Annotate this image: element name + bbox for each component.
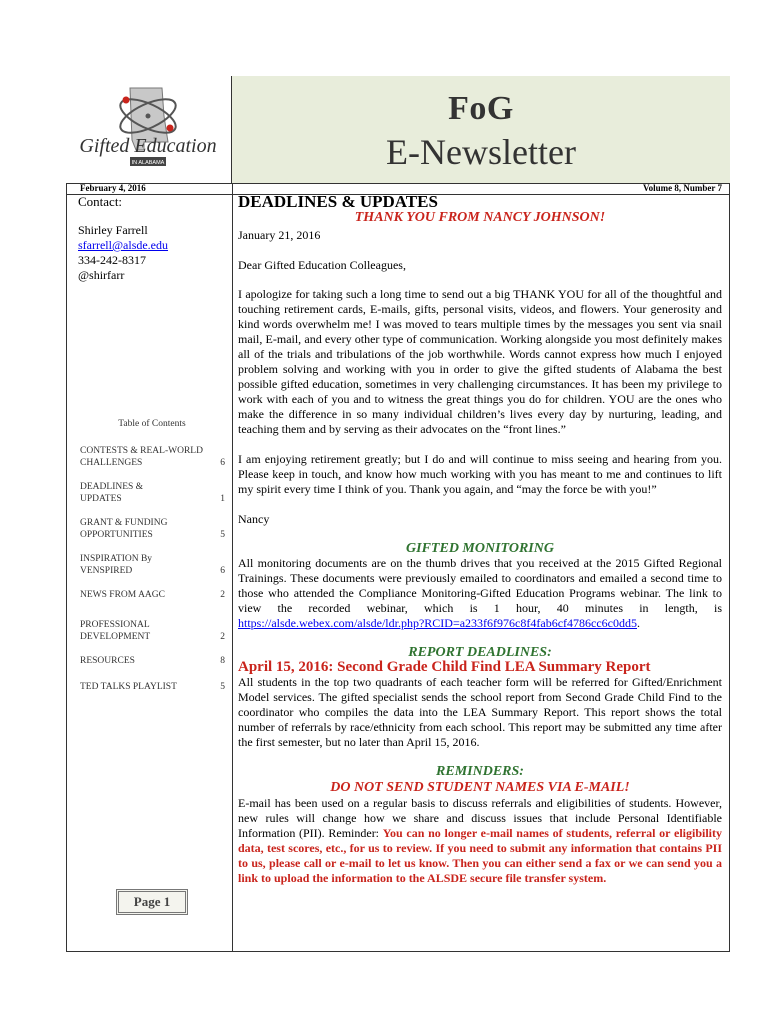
reminders-heading: REMINDERS: <box>436 764 524 779</box>
contact-block <box>78 194 226 283</box>
letter-signoff: Nancy <box>238 512 270 526</box>
contact-phone: 334-242-8317 <box>78 253 146 267</box>
logo-text: Gifted Education <box>79 135 217 157</box>
logo-cell <box>66 76 232 184</box>
column-divider <box>232 184 233 952</box>
contact-name: Shirley Farrell <box>78 223 148 237</box>
main-content <box>238 190 722 886</box>
toc-item[interactable]: DEADLINES & UPDATES 1 <box>80 482 225 504</box>
gifted-monitoring-text: All monitoring documents are on the thumb drives that you received at the 2015 Gifted Regional Trainings. These documents were previously emailed to coordinators and emailed a second time to those who attended the Compliance Monitoring-Gifted Education Programs webinar. The link to view the recorded webinar, which is 1 hour, 40 minutes in length, is https://alsde.webex.com/alsde/ldr.php?RCID=a233f6f976c8f4fab6cf4786cc6c0dd5. <box>238 556 722 630</box>
toc-title: Table of Contents <box>118 419 186 429</box>
toc-item[interactable]: PROFESSIONAL DEVELOPMENT 2 <box>80 620 225 642</box>
thank-you-heading: THANK YOU FROM NANCY JOHNSON! <box>354 210 606 225</box>
issue-date: February 4, 2016 <box>80 183 146 193</box>
toc-item[interactable]: NEWS FROM AAGC 2 <box>80 590 225 600</box>
letter-greeting: Dear Gifted Education Colleagues, <box>238 258 406 272</box>
contact-email-link[interactable]: sfarrell@alsde.edu <box>78 238 169 252</box>
gifted-monitoring-heading: GIFTED MONITORING <box>406 541 554 556</box>
report-deadline-subheading: April 15, 2016: Second Grade Child Find LEA Summary Report <box>238 659 651 675</box>
toc-item[interactable]: RESOURCES 8 <box>80 656 225 666</box>
reminders-text: E-mail has been used on a regular basis to discuss referrals and eligibilities of students. However, new rules will change how we share and discuss issues that include Personal Identifiable Information (PII). Reminder: You can no longer e-mail names of students, referral or eligibility data, test scores, etc., for us to review. If you need to submit any information that contains PII to us, please call or e-mail to let us know. Then you can either send a fax or we can send you a link to upload the information to the ALSDE secure file transfer system. <box>238 796 722 885</box>
table-of-contents <box>80 445 225 700</box>
letter-paragraph-1: I apologize for taking such a long time to send out a big THANK YOU for all of the thoughtful and touching retirement cards, E-mails, gifts, personal visits, videos, and flowers. Your generosity and kind words overwhelm me! I was moved to tears multiple times by the messages you sent via snail mail, E-mail, and every other type of communication. Working alongside you most definitely makes all of the trials and tribulations of the job worthwhile. Words cannot express how much I enjoyed problem solving and working with you in order to give the gifted students of Alabama the best possible gifted education, sometimes in very challenging circumstances. It has been my privilege to work with each of you and to witness the great things you do for children. YOU are the ones who make the difference in so many individual children’s lives every day by nurturing, leading, and teaching them and by serving as their advocates on the “front lines.” <box>238 287 722 436</box>
contact-heading: Contact: <box>78 194 123 209</box>
reminders-warning: You can no longer e-mail names of students, referral or eligibility data, test scores, etc., for us to review. If you need to submit any information that contains PII to us, please call or e-mail to let us know. Then you can either send a fax or we can send you a link to upload the information to the ALSDE secure file transfer system. <box>238 826 722 885</box>
letter-paragraph-2: I am enjoying retirement greatly; but I do and will continue to miss seeing and hearing from you. Please keep in touch, and know how much working with you has meant to me and continues to lift my spirit every time I think of you. Thank you again, and “may the force be with you!” <box>238 452 722 496</box>
newsletter-title: FoG <box>448 90 514 127</box>
gifted-education-logo <box>66 76 230 182</box>
webinar-link[interactable]: https://alsde.webex.com/alsde/ldr.php?RCID=a233f6f976c8f4fab6cf4786cc6c0dd5 <box>238 616 637 630</box>
toc-item[interactable]: INSPIRATION By VENSPIRED 6 <box>80 554 225 576</box>
page-number-box: Page 1 <box>116 889 188 915</box>
toc-item[interactable]: GRANT & FUNDING OPPORTUNITIES 5 <box>80 518 225 540</box>
letter-date: January 21, 2016 <box>238 228 321 242</box>
logo-subtext: IN ALABAMA <box>131 160 165 166</box>
masthead <box>232 76 730 184</box>
toc-item[interactable]: TED TALKS PLAYLIST 5 <box>80 682 225 692</box>
contact-handle: @shirfarr <box>78 268 125 282</box>
reminders-subheading: DO NOT SEND STUDENT NAMES VIA E-MAIL! <box>330 780 630 795</box>
report-deadlines-heading: REPORT DEADLINES: <box>408 645 552 660</box>
section-title-deadlines: DEADLINES & UPDATES <box>238 192 438 211</box>
issue-volume: Volume 8, Number 7 <box>642 183 722 193</box>
toc-item[interactable]: CONTESTS & REAL-WORLD CHALLENGES 6 <box>80 446 225 468</box>
newsletter-subtitle: E-Newsletter <box>386 132 576 172</box>
report-deadline-text: All students in the top two quadrants of each teacher form will be referred for Gifted/Enrichment Model services. The gifted specialist sends the school report from Second Grade Child Find to the coordinator who compiles the data into the LEA Summary Report. This report shows the total number of referrals by race/ethnicity from each school. This report may be submitted any time after the first semester, but no later than April 15, 2016. <box>238 675 722 749</box>
